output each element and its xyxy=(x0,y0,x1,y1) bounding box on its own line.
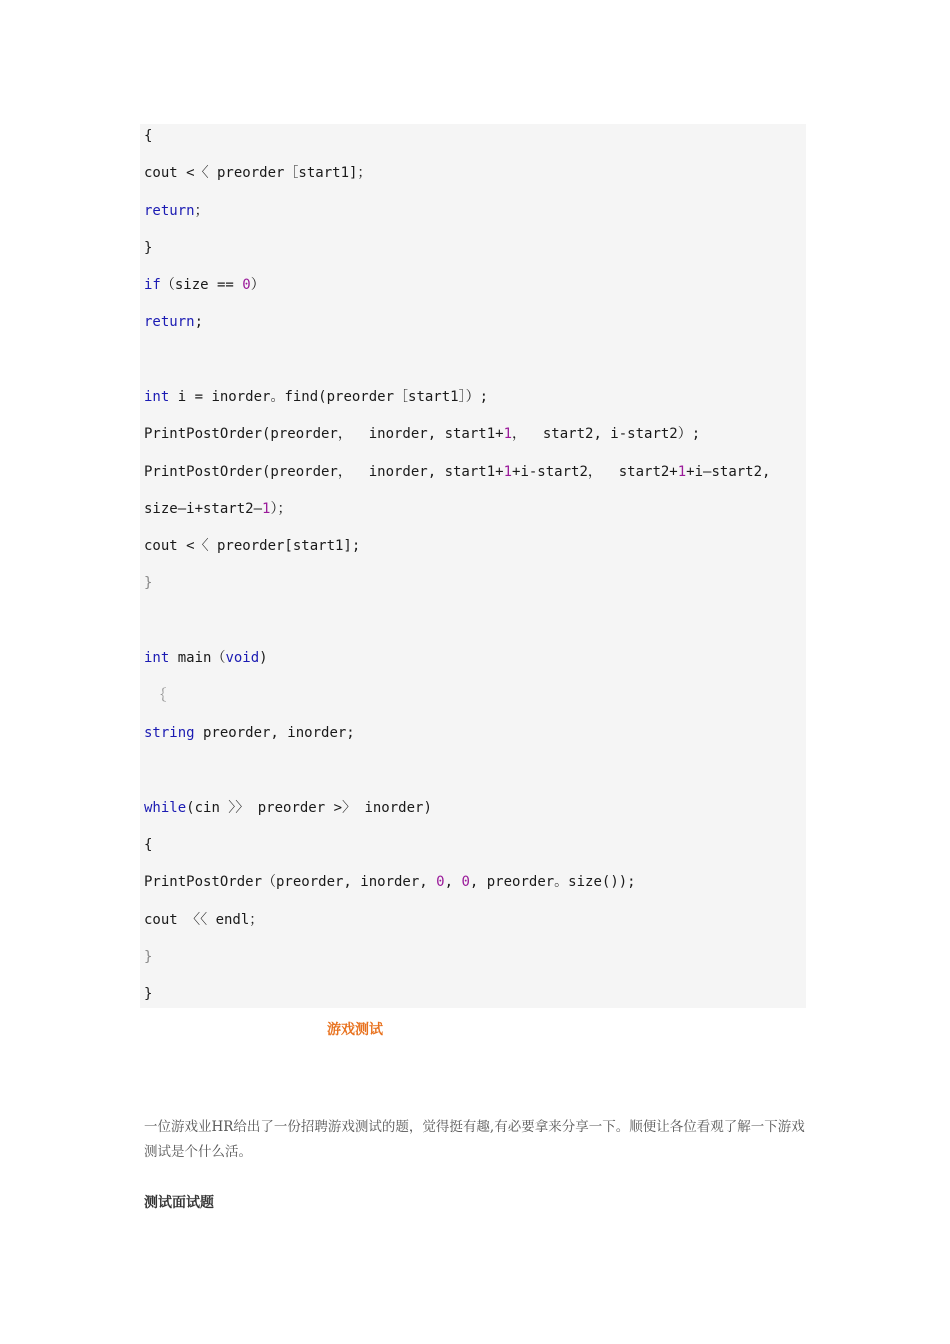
code-text: (cin 〉〉 preorder >〉 inorder) xyxy=(186,800,432,816)
code-line xyxy=(144,947,152,967)
code-line xyxy=(144,462,770,482)
code-line xyxy=(144,573,152,593)
code-number: 0 xyxy=(436,874,445,890)
code-line xyxy=(144,872,636,892)
code-text: } xyxy=(144,986,153,1002)
code-line xyxy=(144,536,360,556)
code-text: ）； xyxy=(270,501,292,517)
code-line xyxy=(144,387,488,407)
code-line xyxy=(144,126,152,146)
code-text: { xyxy=(144,128,153,144)
code-text: PrintPostOrder(preorder， inorder, start1+ xyxy=(144,426,504,442)
code-text: } xyxy=(144,949,153,965)
code-text: cout 〈〈 endl； xyxy=(144,912,264,928)
code-text: size—i+start2— xyxy=(144,501,263,517)
code-line xyxy=(144,499,291,519)
code-text: ； xyxy=(194,203,209,219)
code-text: ｛ xyxy=(144,688,167,704)
code-number: 1 xyxy=(677,464,687,480)
code-text: （size == xyxy=(160,277,243,293)
code-keyword: while xyxy=(144,800,187,816)
code-text: main（ xyxy=(169,650,226,666)
code-text: +i-start2， start2+ xyxy=(512,464,678,480)
code-text: ; xyxy=(194,314,204,330)
code-keyword: if xyxy=(144,277,161,293)
code-line xyxy=(144,424,700,444)
intro-paragraph: 一位游戏业HR给出了一份招聘游戏测试的题，觉得挺有趣,有必要拿来分享一下。顺便让各位看观了解一下游戏测试是个什么活。 xyxy=(144,1119,805,1160)
code-line xyxy=(144,312,203,332)
code-number: 1 xyxy=(503,464,513,480)
code-text: } xyxy=(144,575,153,591)
section-heading: 游戏测试 xyxy=(327,1022,383,1038)
code-keyword: int xyxy=(144,389,170,405)
code-text: +i—start2, xyxy=(686,464,771,480)
code-text: i = inorder。find(preorder［start1］）; xyxy=(169,389,489,405)
code-keyword: void xyxy=(225,650,260,666)
code-text: PrintPostOrder(preorder， inorder, start1+ xyxy=(144,464,504,480)
code-line xyxy=(144,275,265,295)
code-line xyxy=(144,984,152,1004)
code-keyword: return xyxy=(144,314,195,330)
code-line xyxy=(144,910,263,930)
code-line xyxy=(144,723,355,743)
code-text: ) xyxy=(259,650,268,666)
code-number: 0 xyxy=(461,874,470,890)
sub-heading: 测试面试题 xyxy=(144,1195,214,1211)
code-keyword: return xyxy=(144,203,195,219)
code-line xyxy=(144,238,152,258)
code-text: ， start2, i-start2）; xyxy=(512,426,701,442)
code-keyword: int xyxy=(144,650,170,666)
code-text: cout <〈 preorder[start1]; xyxy=(144,538,361,554)
code-text: PrintPostOrder（preorder, inorder, xyxy=(144,874,437,890)
code-text: , preorder。size()); xyxy=(469,874,636,890)
code-text: ） xyxy=(250,277,265,293)
code-line xyxy=(144,201,209,221)
code-text: } xyxy=(144,240,153,256)
code-keyword: string xyxy=(144,725,195,741)
code-text: preorder, inorder; xyxy=(194,725,355,741)
code-line xyxy=(144,835,152,855)
code-text: { xyxy=(144,837,153,853)
code-line xyxy=(144,686,166,706)
code-line xyxy=(144,163,371,183)
code-text: cout <〈 preorder［start1]； xyxy=(144,165,372,181)
code-line xyxy=(144,798,432,818)
code-line xyxy=(144,648,268,668)
code-number: 1 xyxy=(503,426,513,442)
code-text: , xyxy=(444,874,462,890)
code-number: 0 xyxy=(242,277,251,293)
code-number: 1 xyxy=(262,501,271,517)
